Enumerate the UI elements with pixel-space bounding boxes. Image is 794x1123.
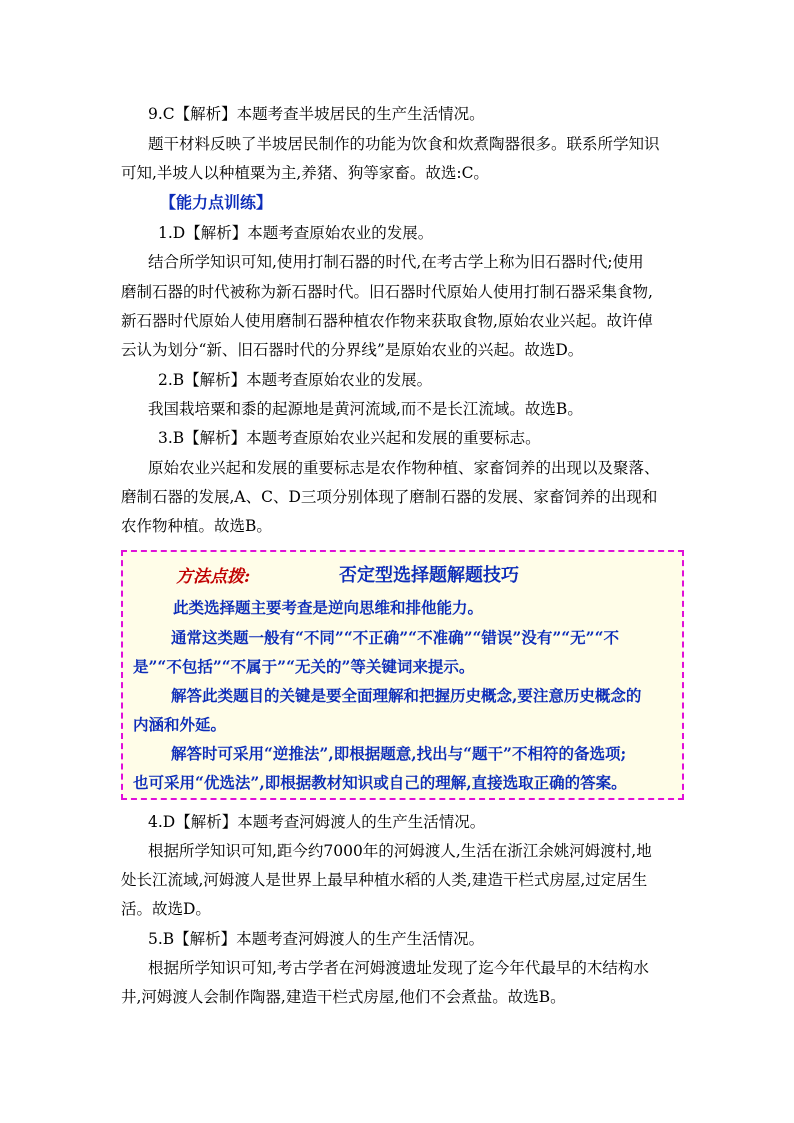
answer-2-body-line1: 我国栽培粟和黍的起源地是黄河流域,而不是长江流域。故选B。 [148,400,583,418]
answer-9-header: 9.C【解析】本题考查半坡居民的生产生活情况。 [148,105,485,123]
answer-5-body-line1: 根据所学知识可知,考古学者在河姆渡遗址发现了迄今年代最早的木结构水 [148,959,649,977]
answer-9-body-line1: 题干材料反映了半坡居民制作的功能为饮食和炊煮陶器很多。联系所学知识 [148,135,660,153]
method-tip-line4a: 解答时可采用“逆推法”,即根据题意,找出与“题干”不相符的备选项; [171,744,627,763]
answer-1-body-line4: 云认为划分“新、旧石器时代的分界线”是原始农业的兴起。故选D。 [121,341,584,359]
answer-4-header: 4.D【解析】本题考查河姆渡人的生产生活情况。 [148,813,486,831]
method-tip-line2b: 是”“不包括”“不属于”“无关的”等关键词来提示。 [133,657,475,676]
answer-3-header: 3.B【解析】本题考查原始农业兴起和发展的重要标志。 [158,429,541,447]
answer-5-header: 5.B【解析】本题考查河姆渡人的生产生活情况。 [148,930,485,948]
answer-1-header: 1.D【解析】本题考查原始农业的发展。 [158,224,434,242]
answer-4-body-line1: 根据所学知识可知,距今约7000年的河姆渡人,生活在浙江余姚河姆渡村,地 [148,842,652,860]
method-tip-line4b: 也可采用“优选法”,即根据教材知识或自己的理解,直接选取正确的答案。 [133,773,627,792]
answer-1-body-line1: 结合所学知识可知,使用打制石器的时代,在考古学上称为旧石器时代;使用 [148,253,644,271]
answer-3-body-line3: 农作物种植。故选B。 [121,517,272,535]
method-tip-label: 方法点拨: [176,567,251,587]
method-tip-line2a: 通常这类题一般有“不同”“不正确”“不准确”“错误”没有”“无”“不 [171,628,619,647]
answer-2-header: 2.B【解析】本题考查原始农业的发展。 [158,371,433,389]
answer-4-body-line3: 活。故选D。 [121,900,211,918]
answer-3-body-line1: 原始农业兴起和发展的重要标志是农作物种植、家畜饲养的出现以及聚落、 [148,459,660,477]
method-tip-box [121,550,684,800]
method-tip-line3b: 内涵和外延。 [133,715,227,734]
answer-1-body-line2: 磨制石器的时代被称为新石器时代。旧石器时代原始人使用打制石器采集食物, [121,283,653,301]
method-tip-line1: 此类选择题主要考查是逆向思维和排他能力。 [173,598,484,617]
section-title: 【能力点训练】 [160,193,273,212]
answer-3-body-line2: 磨制石器的发展,A、C、D三项分别体现了磨制石器的发展、家畜饲养的出现和 [121,488,658,506]
method-tip-line3a: 解答此类题目的关键是要全面理解和把握历史概念,要注意历史概念的 [171,686,642,705]
answer-9-body-line2: 可知,半坡人以种植粟为主,养猪、狗等家畜。故选:C。 [121,164,489,182]
answer-5-body-line2: 井,河姆渡人会制作陶器,建造干栏式房屋,他们不会煮盐。故选B。 [121,988,566,1006]
answer-4-body-line2: 处长江流域,河姆渡人是世界上最早种植水稻的人类,建造干栏式房屋,过定居生 [121,871,648,889]
method-tip-title: 否定型选择题解题技巧 [339,565,519,586]
answer-1-body-line3: 新石器时代原始人使用磨制石器种植农作物来获取食物,原始农业兴起。故许倬 [121,312,653,330]
